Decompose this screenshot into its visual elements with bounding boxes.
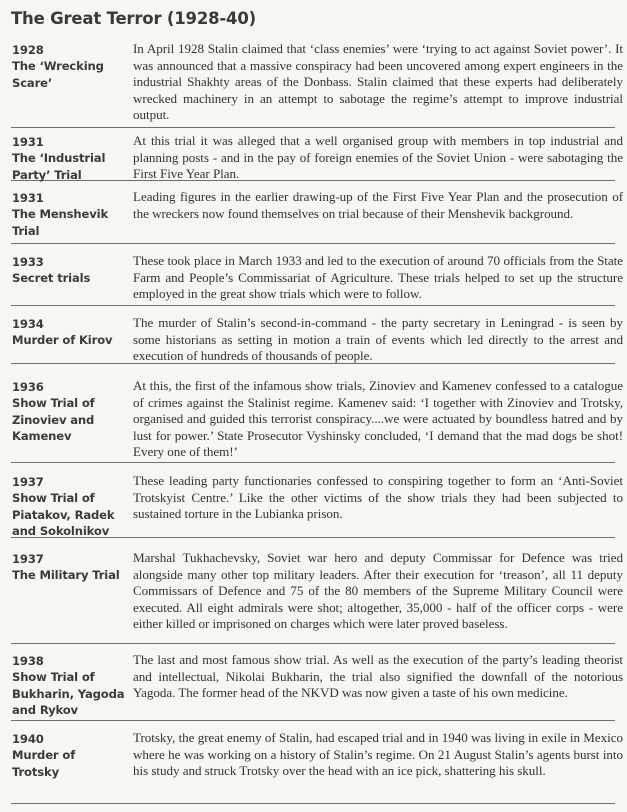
entry-year: 1931 xyxy=(12,135,44,149)
entry-year: 1938 xyxy=(12,654,44,668)
entry-text: The murder of Stalin’s second-in-command - the party secretary in Leningrad - is seen by some historians as setting in motion a train of events which led directly to the arrest and execution of hundreds of thousands of people. xyxy=(133,315,623,364)
entry-heading: The Menshevik Trial xyxy=(12,207,109,238)
entry-heading: Show Trial of Zinoviev and Kamenev xyxy=(12,396,95,443)
divider xyxy=(11,537,615,538)
entry-label xyxy=(12,379,134,444)
entry-year: 1931 xyxy=(12,191,44,205)
entry-1938-bukharin-yagoda-rykov-trial xyxy=(11,652,623,721)
entry-label xyxy=(12,551,134,584)
entry-1931-menshevik-trial xyxy=(11,189,623,244)
entry-heading: Secret trials xyxy=(12,271,91,286)
entry-label xyxy=(12,731,134,780)
entry-label xyxy=(12,254,134,287)
entry-text: At this, the first of the infamous show trials, Zinoviev and Kamenev confessed to a catalogue of crimes against the Stalinist regime. Kamenev said: ‘I together with Zinoviev and Trotsky, organised and guided this terrorist conspiracy....we were actuated by boundless hatred and by lust for power.’ State Prosecutor Vyshinsky concluded, ‘I demand that the mad dogs be shot! Every one of them!’ xyxy=(133,378,623,460)
entry-1937-piatakov-radek-sokolnikov-trial xyxy=(11,473,623,538)
entry-heading: The ‘Wrecking Scare’ xyxy=(12,59,104,90)
entry-year: 1928 xyxy=(12,43,44,57)
entry-year: 1933 xyxy=(12,255,44,269)
entry-heading: Show Trial of Piatakov, Radek and Sokolnikov xyxy=(12,491,115,538)
entry-1936-zinoviev-kamenev-trial xyxy=(11,378,623,463)
entry-text: These took place in March 1933 and led to the execution of around 70 officials from the State Farm and People’s Commissariat of Agriculture. These trials helped to set up the structure employed in the great show trials which were to follow. xyxy=(133,253,623,302)
entry-label xyxy=(12,42,134,91)
entry-1940-murder-of-trotsky xyxy=(11,730,623,804)
entry-heading: Murder of Trotsky xyxy=(12,748,76,779)
entry-year: 1936 xyxy=(12,380,44,394)
entry-heading: The ‘Industrial Party’ Trial xyxy=(12,151,106,182)
entry-1937-military-trial xyxy=(11,550,623,644)
entry-1931-industrial-party-trial xyxy=(11,133,623,182)
entry-1934-murder-of-kirov xyxy=(11,315,623,364)
entry-label xyxy=(12,190,134,239)
entry-label xyxy=(12,316,134,349)
entry-text: These leading party functionaries confessed to conspiring together to form an ‘Anti-Soviet Trotskyist Centre.’ Like the other victims of the show trials they had been subjected to sustained torture in the Lubianka prison. xyxy=(133,473,623,522)
entry-year: 1937 xyxy=(12,552,44,566)
entry-label xyxy=(12,653,136,718)
entry-text: In April 1928 Stalin claimed that ‘class enemies’ were ‘trying to act against Soviet power’. It was announced that a massive conspiracy had been uncovered among expert engineers in the industrial Shakhty areas of the Donbass. Stalin claimed that these experts had deliberately wrecked machinery in an attempt to sabotage the regime’s attempt to improve industrial output. xyxy=(133,41,623,123)
entry-label xyxy=(12,134,134,183)
entry-heading: Show Trial of Bukharin, Yagoda and Rykov xyxy=(12,670,125,717)
entry-year: 1934 xyxy=(12,317,44,331)
entry-heading: The Military Trial xyxy=(12,568,120,583)
entry-text: Leading figures in the earlier drawing-up of the First Five Year Plan and the prosecution of the wreckers now found themselves on trial because of their Menshevik background. xyxy=(133,189,623,221)
entry-text: Trotsky, the great enemy of Stalin, had escaped trial and in 1940 was living in exile in Mexico where he was working on a history of Stalin’s regime. On 21 August Stalin’s agents burst into his study and struck Trotsky over the head with an ice pick, shattering his skull. xyxy=(133,730,623,779)
entry-text: Marshal Tukhachevsky, Soviet war hero and deputy Commissar for Defence was tried alongside many other top military leaders. After their execution for ‘treason’, all 11 deputy Commissars of Defence and 75 of the 80 members of the Supreme Military Council were executed. All eight admirals were shot; altogether, 35,000 - half of the officer corps - were either killed or imprisoned on charges which were later proved baseless. xyxy=(133,550,623,632)
entry-heading: Murder of Kirov xyxy=(12,333,113,348)
entry-text: The last and most famous show trial. As well as the execution of the party’s leading theorist and intellectual, Nikolai Bukharin, the trial also signified the downfall of the notorious Yagoda. The former head of the NKVD was now given a taste of his own medicine. xyxy=(133,652,623,701)
entry-year: 1940 xyxy=(12,732,44,746)
entry-label xyxy=(12,474,134,539)
page-title: The Great Terror (1928-40) xyxy=(11,9,256,28)
entry-1928-wrecking-scare xyxy=(11,41,623,128)
entry-1933-secret-trials xyxy=(11,253,623,306)
entry-text: At this trial it was alleged that a well organised group with members in top industrial and planning posts - and in the pay of foreign enemies of the Soviet Union - were sabotaging the First Five Year Plan. xyxy=(133,133,623,182)
entry-year: 1937 xyxy=(12,475,44,489)
